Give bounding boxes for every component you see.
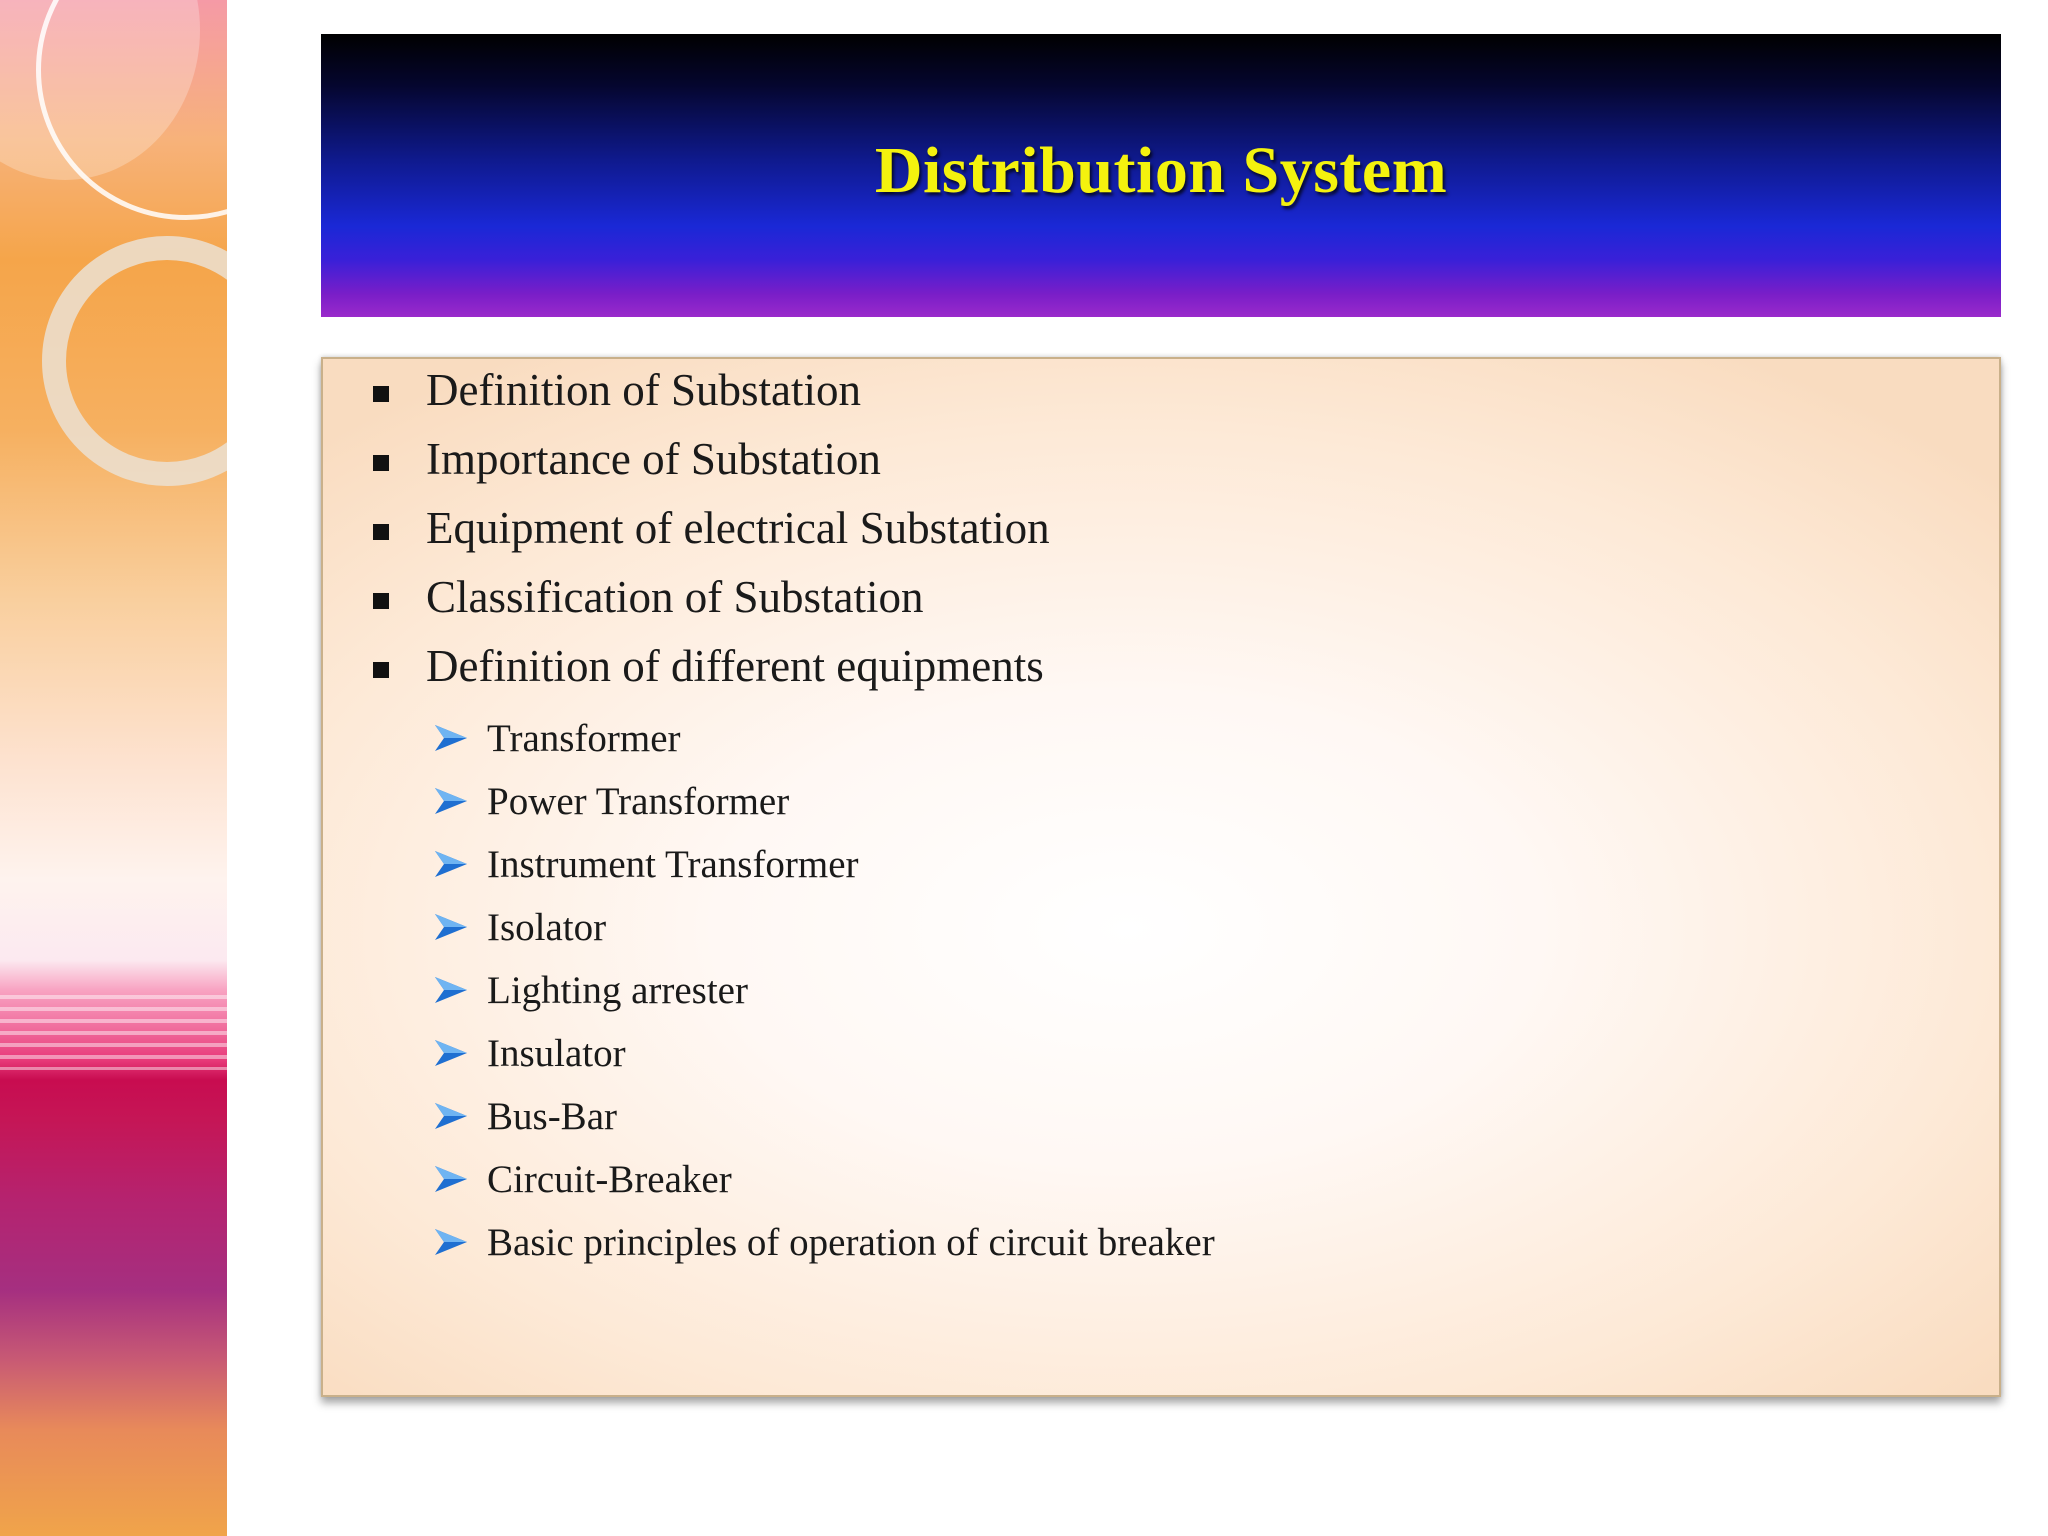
content-box [321, 357, 2001, 1397]
sub-bullet-text: Power Transformer [487, 780, 790, 823]
arrow-bullet-icon [433, 1101, 469, 1131]
arrow-bullet-icon [433, 723, 469, 753]
arrow-bullet-icon [433, 975, 469, 1005]
sub-bullet-text: Insulator [487, 1032, 626, 1075]
bullet-text: Definition of Substation [426, 365, 861, 415]
arrow-bullet-icon [433, 849, 469, 879]
square-bullet-icon [373, 662, 389, 678]
slide-title: Distribution System [874, 133, 1448, 207]
bullet-text: Equipment of electrical Substation [426, 503, 1050, 553]
sub-bullet-text: Circuit-Breaker [487, 1158, 732, 1201]
bullet-text: Importance of Substation [426, 434, 881, 484]
square-bullet-icon [373, 524, 389, 540]
sub-bullet-text: Bus-Bar [487, 1095, 617, 1138]
arrow-bullet-icon [433, 1227, 469, 1257]
arrow-bullet-icon [433, 1164, 469, 1194]
square-bullet-icon [373, 386, 389, 402]
arrow-bullet-icon [433, 786, 469, 816]
sub-bullet-text: Basic principles of operation of circuit breaker [487, 1221, 1215, 1264]
square-bullet-icon [373, 455, 389, 471]
sub-bullet-text: Isolator [487, 906, 607, 949]
sub-bullet-text: Transformer [487, 717, 681, 760]
decorative-ring-middle [42, 236, 227, 486]
decorative-stripes [0, 995, 227, 1070]
arrow-bullet-icon [433, 912, 469, 942]
title-banner [321, 34, 2001, 317]
decorative-side-strip [0, 0, 227, 1536]
square-bullet-icon [373, 593, 389, 609]
bullet-text: Classification of Substation [426, 572, 924, 622]
decorative-ring-top [36, 0, 227, 220]
arrow-bullet-icon [433, 1038, 469, 1068]
sub-bullet-text: Lighting arrester [487, 969, 748, 1012]
bullet-text: Definition of different equipments [426, 641, 1044, 691]
sub-bullet-text: Instrument Transformer [487, 843, 859, 886]
bullet-list [323, 359, 1999, 1395]
